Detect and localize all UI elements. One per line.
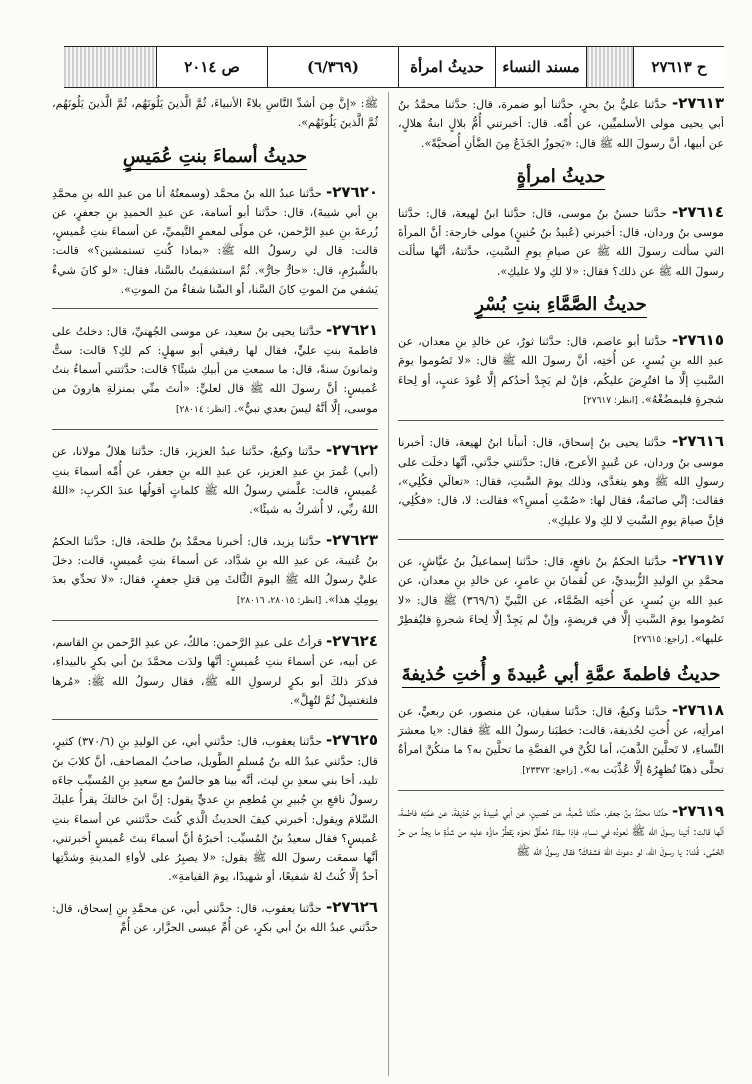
hadith (398, 802, 724, 861)
hadith (52, 183, 378, 300)
separator (52, 308, 378, 309)
hadith-text: حدَّثنا حسنُ بنُ موسى، قال: حدَّثنا ابنُ لهيعة، قال: حدَّثنا موسى بنُ وردان، قال: أخبرني (عُبيدُ بنُ حُنينٍ) مولى خارجة: أنَّ المرأةَ التي سألت رسولَ الله ﷺ عن صيامِ يومِ السَّبتِ، حدَّثتهُ، أنَّها سألَت رسولَ الله ﷺ عن ذلك؟ فقال: «لا لكِ ولا عليكِ». (398, 206, 724, 278)
hadith-text: حدَّثنا يحيى بنُ إسحاق، قال: أنبأنا ابنُ لهيعة، قال: أخبرنا موسى بنُ وردان، عن عُبيدٍ الأعرج، قال: حدَّثتني جدَّتي، أنَّها دخلَت على رسولِ الله ﷺ وهو يتغدَّى، وذلك يومَ السَّبتِ، فقال: «تعالَي فكُلِي»، فقالت: إنِّي صائمةٌ، فقال لها: «صُمْتِ أمسِ؟» فقالت: لا، قال: «فكُلِي، فإنَّ صيامَ يومِ السَّبتِ لا لكِ ولا عليكِ». (398, 436, 724, 527)
hadith-text: قرأتُ على عبدِ الرَّحمن: مالكٌ، عن عبدِ الرَّحمن بنِ القاسم، عن أبيه، عن أسماءَ بنتِ عُميسٍ: أنَّها ولدَت محمَّدَ بنَ أبي بكرٍ بالبيداءِ، فذكرَ ذلكَ أبو بكرٍ لرسولِ الله ﷺ، فقال رسولُ الله ﷺ: «مُرها فلتغتسِلْ ثُمَّ لتُهِلَّ». (52, 635, 378, 707)
hadith (398, 701, 724, 781)
cross-reference: [انظر: ٢٧٦١٧] (583, 395, 638, 406)
section-title: حديثُ أسماءَ بنتِ عُمَيسٍ (52, 145, 378, 169)
hadith-number: ٢٧٦٢١- (325, 320, 378, 339)
hadith-text: حدَّثنا عبدُ الله بنُ محمَّد (وسمعتُهُ أنا من عبدِ الله بنِ محمَّدِ بنِ أبي شيبةَ)، قال: حدَّثنا أبو أسامة، عن عبدِ الحميدِ بنِ جعفرٍ، عن زُرعةَ بنِ عبدِ الرَّحمن، عن مولًى لمعمرٍ التَّيميِّ، عن أسماءَ بنتِ عُميسٍ، قالت: قال لي رسولُ الله ﷺ: «بماذا كُنتِ تستمشين؟» قالت: بالشُّبرُمِ، قال: «حارٌّ جارٌّ». ثُمَّ استشفيتُ بالسَّنا، فقال: «لو كانَ شيءٌ يَشفي منَ الموتِ كانَ السَّنا، أو السَّنا شفاءٌ منَ الموتِ». (52, 186, 378, 297)
header-musnad: مسند النساء (495, 47, 586, 87)
column-divider (388, 92, 389, 1076)
hadith-text: حدَّثنا يزيد، قال: أخبرنا محمَّدُ بنُ طلحة، قال: حدَّثنا الحكمُ بنُ عُتيبة، عن عبدِ الله بنِ شدَّاد، عن أسماءَ بنتِ عُميسٍ، قالت: دخلَ عليَّ رسولُ الله ﷺ اليومَ الثَّالثَ مِن قتلِ جعفرٍ، فقال: «لا تحدِّي بعدَ يومِكِ هذا». (52, 534, 378, 606)
hadith-text: حدَّثنا يعقوب، قال: حدَّثني أبي، عن الوليدِ بنِ (٣٧٠/٦) كثيرٍ، قال: حدَّثني عبدُ الله بنُ مُسلمٍ الطَّويل، صاحبُ المصاحف، أنَّ كلابَ بنَ تليد، أخا بني سعدِ بنِ ليث، أنَّه بينا هو جالسٌ مع سعيدِ بنِ المُسيِّب جاءَه رسولُ نافعِ بنِ جُبيرِ بنِ مُطعِمِ بنِ عديٍّ يقول: إنَّ ابنَ خالتكَ يقرأُ عليكَ السَّلامَ ويقول: أخبرني كيفَ الحديثُ الَّذي كُنتَ حدَّثتني عن أسماءَ بنتِ عُميسٍ؟ فقال سعيدُ بنُ المُسيِّب: أخبرُهُ أنَّ أسماءَ بنتَ عُميسٍ أخبرتني، أنَّها سمعَت رسولَ الله ﷺ يقول: «لا يصبِرُ على لأواءِ المدينةِ وشدَّتِها أحدٌ إلَّا كُنتُ لهُ شفيعًا، أو شهيدًا، يومَ القيامةِ». (52, 735, 378, 884)
hadith-text: حدَّثنا يعقوب، قال: حدَّثني أبي، عن محمَّدِ بنِ إسحاق، قال: حدَّثني عبدُ الله بنُ أبي بكرٍ، عن أُمِّ عيسى الجزَّار، عن أُمِّ (52, 901, 378, 935)
hadith (398, 331, 724, 411)
hadith-number: ٢٧٦٢٢- (325, 441, 378, 460)
left-column (52, 94, 378, 947)
separator (52, 719, 378, 720)
separator (52, 429, 378, 430)
hadith (52, 321, 378, 420)
cross-reference: [انظر: ٢٨٠١٤] (176, 404, 231, 415)
section-title: حديثُ الصَّمَّاءِ بنتِ بُسْرٍ (398, 293, 724, 317)
separator (52, 620, 378, 621)
header-volume-ref: (٦/٣٦٩) (267, 47, 398, 87)
hadith-text: حدَّثنا عليُّ بنُ بحرٍ، حدَّثنا أبو ضمرة، قال: حدَّثنا محمَّدُ بنُ أبي يحيى مولى الأسلميِّين، عن أُمِّه. قال: أخبرتني أُمُّ بلالٍ ابنةُ هلالٍ، عن أبيها، أنَّ رسولَ الله ﷺ قال: «يَجوزُ الجَذَعُ مِنَ الضَّأنِ أُضحيَّةً». (398, 98, 724, 150)
hadith-number: ٢٧٦١٥- (671, 331, 724, 350)
hadith-text: حدَّثنا يحيى بنُ سعيد، عن موسى الجُهنيِّ، قال: دخلتُ على فاطمةَ بنتِ عليٍّ، فقال لها رفيقي أبو سهلٍ: كم لكِ؟ قالت: ستٌّ وثمانونَ سنةً، قال: ما سمعتِ من أبيكِ شيئًا؟ قالت: حدَّثتني أسماءُ بنتُ عُميسٍ: أنَّ رسولَ الله ﷺ قال لعليٍّ: «أنتَ منِّي بمنزلةِ هارونَ من موسى، إلَّا أنَّهُ ليسَ بعدي نبيٌّ». (52, 324, 378, 415)
hadith-number: ٢٧٦١٩- (671, 801, 724, 820)
hadith-number: ٢٧٦١٦- (671, 432, 724, 451)
hadith-number: ٢٧٦٢٤- (325, 631, 378, 650)
hadith-text: حدَّثنا وكيعٌ، قال: حدَّثنا سفيان، عن منصور، عن ربعيٍّ، عن امرأتِه، عن أُختِ لحُذيفة، قالت: خطبَنا رسولُ الله ﷺ فقال: «يا معشرَ النِّساءِ، لا تَحلَّينَ الذَّهبَ، أما لكُنَّ في الفضَّةِ ما تحلَّينَ به؟ ما منكُنَّ امرأةٌ تحلَّى ذهبًا تُظهِرُهُ إلَّا عُذِّبَت به». (398, 704, 724, 776)
section-title: حديثُ امرأةٍ (398, 165, 724, 189)
hadith-text: حدَّثنا وكيعٌ، حدَّثنا عبدُ العزيز، قال: حدَّثنا هلالٌ مولانا، عن (أبي) عُمرَ بنِ عبدِ العزيز، عن عبدِ الله بنِ جعفر، عن أُمِّه أسماءَ بنتِ عُميسٍ، قالت: علَّمني رسولُ الله ﷺ كلماتٍ أقولُها عندَ الكربِ: «اللهُ اللهُ ربِّي، لا أُشركُ به شيئًا». (52, 445, 378, 517)
hadith-number: ٢٧٦١٨- (671, 700, 724, 719)
hadith-text: حدَّثنا الحكمُ بنُ نافعٍ، قال: حدَّثنا إسماعيلُ بنُ عيَّاشٍ، عن محمَّدِ بنِ الوليدِ الزُّبيديِّ، عن لُقمانَ بنِ عامرٍ، عن خالدِ بنِ معدان، عن عبدِ الله بنِ بُسرٍ، عن أُختِه الصَّمَّاء، عن النَّبيِّ (٣٦٩/٦) ﷺ قال: «لا تَصُوموا يومَ السَّبتِ إلَّا في فريضةٍ، وإنْ لم يَجِدْ إلَّا لِحاءَ شجرةٍ فليُفطِرْ عليها». (398, 555, 724, 646)
hadith-number: ٢٧٦١٧- (671, 551, 724, 570)
hadith-text: حدَّثنا أبو عاصم، قال: حدَّثنا ثورٌ، عن خالدِ بنِ معدان، عن عبدِ الله بنِ بُسرٍ، عن أُختِه، أنَّ رسولَ الله ﷺ قال: «لا تَصُوموا يومَ السَّبتِ إلَّا ما افتُرِضَ عليكُم، فإنْ لم يَجِدْ أحدُكم إلَّا عُودَ عنبٍ، أو لِحاءَ شجرةٍ فليمضُغْهُ». (398, 335, 724, 406)
hadith (398, 203, 724, 281)
hadith (52, 531, 378, 611)
cross-reference: [راجع: ٢٧٦١٥] (633, 635, 688, 646)
hadith-number: ٢٧٦١٤- (671, 202, 724, 221)
hadith-number: ٢٧٦٢٠- (325, 182, 378, 201)
hadith (398, 551, 724, 650)
header-ornament (64, 47, 156, 87)
hadith-number: ٢٧٦٢٣- (325, 530, 378, 549)
header-ornament (586, 47, 633, 87)
header-section: حديثُ امرأة (398, 47, 495, 87)
hadith (398, 432, 724, 529)
hadith-number: ٢٧٦٢٥- (325, 731, 378, 750)
hadith (52, 632, 378, 710)
hadith (52, 731, 378, 886)
separator (398, 420, 724, 421)
separator (398, 539, 724, 540)
hadith (52, 898, 378, 938)
hadith (398, 94, 724, 153)
running-header (64, 46, 724, 88)
separator (398, 790, 724, 791)
header-page: ص ٢٠١٤ (156, 47, 267, 87)
hadith-continuation: ﷺ: «إنَّ مِن أشدِّ النَّاسِ بلاءً الأنبياءَ، ثُمَّ الَّذينَ يَلُونَهُم، ثُمَّ الَّذينَ يَلُونَهُم، ثُمَّ الَّذينَ يَلُونَهُم». (52, 97, 378, 130)
hadith (52, 441, 378, 519)
section-title: حديثُ فاطمةَ عمَّةِ أبي عُبيدةَ و أُختِ حُذيفةَ (398, 663, 724, 687)
header-hadith-range: ح ٢٧٦١٣ (633, 47, 724, 87)
cross-reference: [انظر: ٢٨٠١٥، ٢٨٠١٦] (236, 595, 322, 606)
right-column (398, 94, 724, 870)
hadith-number: ٢٧٦٢٦- (325, 897, 378, 916)
cross-reference: [راجع: ٢٣٣٧٢] (522, 765, 577, 776)
hadith-number: ٢٧٦١٣- (671, 94, 724, 112)
hadith-text: حدَّثنا محمَّدُ بنُ جعفر، حدَّثنا شُعبةُ، عن حُصينٍ، عن أبي عُبيدةَ بنِ حُذيفةَ، عن عمَّتِه فاطمةَ، أنَّها قالت: أتينا رسولَ الله ﷺ نَعودُه في نساءٍ، فإذا سِقاءٌ مُعلَّقٌ نحوَه يَقطُرُ ماؤُه عليه من شدَّةِ ما يجدُ من حرِّ الحُمَّى. قُلنا: يا رسولَ الله، لو دعوتَ اللهَ فشفاكَ؟ فقال رسولُ الله ﷺ (398, 805, 724, 858)
